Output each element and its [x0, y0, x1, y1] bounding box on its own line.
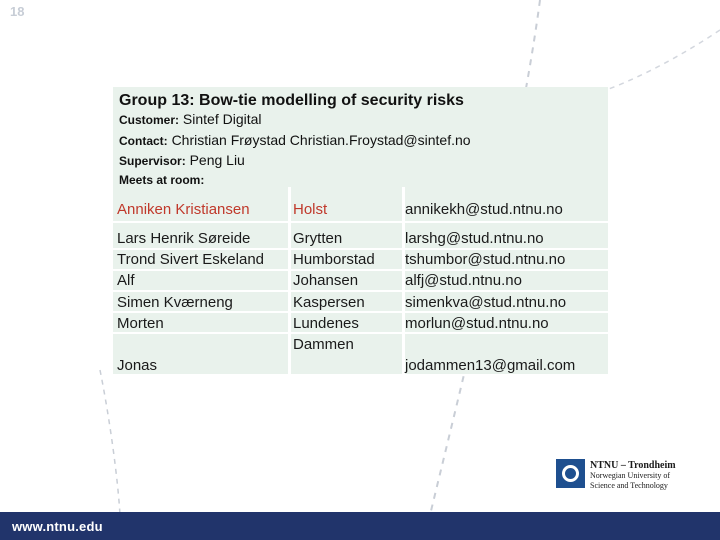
footer-bar	[0, 512, 720, 540]
member-email: annikekh@stud.ntnu.no	[405, 201, 563, 218]
member-first-name: Anniken Kristiansen	[117, 201, 250, 218]
ntnu-logo-mark-icon	[556, 459, 585, 488]
member-first-name: Alf	[117, 272, 135, 289]
row-divider	[113, 221, 608, 223]
customer-label: Customer:	[119, 113, 180, 127]
member-last-name: Lundenes	[293, 315, 359, 332]
logo-line-1: NTNU – Trondheim	[590, 460, 676, 471]
contact-row	[119, 132, 471, 148]
members-table	[113, 187, 608, 374]
member-email: tshumbor@stud.ntnu.no	[405, 251, 566, 268]
ntnu-logo	[556, 459, 696, 493]
member-last-name: Dammen	[293, 336, 354, 353]
member-last-name: Kaspersen	[293, 294, 365, 311]
row-divider	[113, 290, 608, 292]
supervisor-value: Peng Liu	[189, 152, 245, 168]
footer-url-link[interactable]: www.ntnu.edu	[12, 519, 103, 534]
member-last-name: Johansen	[293, 272, 359, 289]
row-divider	[113, 332, 608, 334]
member-first-name: Morten	[117, 315, 164, 332]
member-email: larshg@stud.ntnu.no	[405, 230, 544, 247]
row-divider	[113, 311, 608, 313]
member-last-name: Grytten	[293, 230, 343, 247]
member-email: alfj@stud.ntnu.no	[405, 272, 522, 289]
member-first-name: Jonas	[117, 357, 158, 374]
member-first-name: Lars Henrik Søreide	[117, 230, 251, 247]
member-email: simenkva@stud.ntnu.no	[405, 294, 567, 311]
member-first-name: Simen Kværneng	[117, 294, 233, 311]
slide-number: 18	[10, 4, 25, 19]
customer-value: Sintef Digital	[182, 111, 262, 127]
member-first-name: Trond Sivert Eskeland	[117, 251, 265, 268]
logo-line-3: Science and Technology	[590, 481, 668, 490]
contact-label: Contact:	[119, 134, 168, 148]
group-title: Group 13: Bow-tie modelling of security risks	[119, 92, 464, 109]
group-info-box	[113, 87, 608, 187]
logo-line-2: Norwegian University of	[590, 471, 670, 480]
ntnu-logo-text	[590, 460, 676, 491]
contact-value: Christian Frøystad Christian.Froystad@sintef.no	[171, 132, 471, 148]
supervisor-row	[119, 152, 245, 168]
supervisor-label: Supervisor:	[119, 154, 186, 168]
member-email: morlun@stud.ntnu.no	[405, 315, 549, 332]
member-email: jodammen13@gmail.com	[405, 357, 576, 374]
row-divider	[113, 269, 608, 271]
row-divider	[113, 248, 608, 250]
member-last-name: Humborstad	[293, 251, 375, 268]
customer-row	[119, 111, 262, 127]
member-last-name: Holst	[293, 201, 328, 218]
meets-label: Meets at room:	[119, 173, 205, 187]
meets-row	[119, 171, 204, 187]
